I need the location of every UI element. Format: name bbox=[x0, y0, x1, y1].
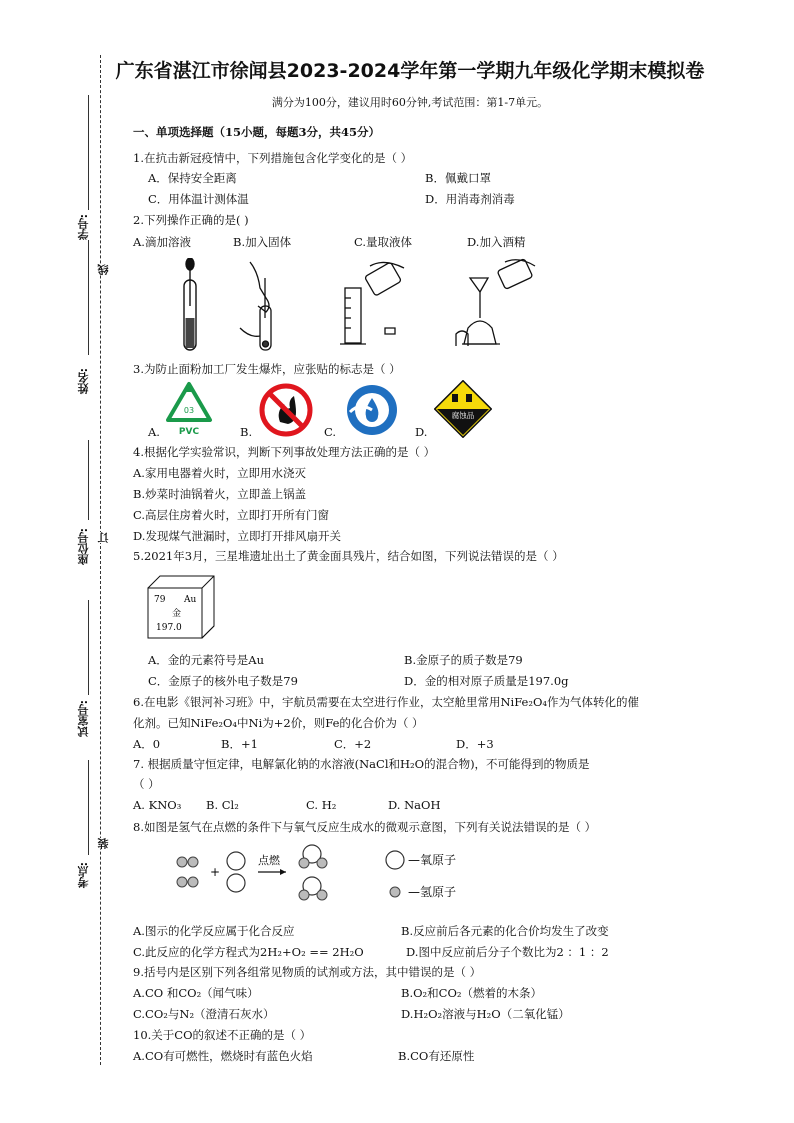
svg-text:—氢原子: —氢原子 bbox=[408, 885, 457, 899]
q7-option-c: C. H₂ bbox=[306, 798, 337, 812]
q5-option-a: A．金的元素符号是Au bbox=[148, 653, 265, 667]
seat-underline bbox=[88, 440, 89, 520]
room-label: 试室号: bbox=[77, 700, 90, 738]
svg-text:03: 03 bbox=[183, 406, 195, 415]
recycle-pvc-icon bbox=[164, 380, 214, 438]
q8-option-d: D.图中反应前后分子个数比为2 ：1 ：2 bbox=[406, 945, 609, 959]
q2-option-d: D.加入酒精 bbox=[467, 235, 526, 249]
q1-option-d: D．用消毒剂消毒 bbox=[425, 192, 515, 206]
q7-option-d: D. NaOH bbox=[388, 798, 441, 812]
q2-option-c: C.量取液体 bbox=[354, 235, 413, 249]
q4-option-c: C.高层住房着火时，立即打开所有门窗 bbox=[133, 508, 330, 522]
q6-option-a: A．0 bbox=[133, 737, 161, 751]
q4-option-b: B.炒菜时油锅着火，立即盖上锅盖 bbox=[133, 487, 307, 501]
binding-mark-ding: 订 bbox=[97, 532, 110, 543]
svg-text:—氧原子: —氧原子 bbox=[408, 853, 457, 867]
binding-mark-line: 线 bbox=[97, 264, 110, 275]
q4-option-a: A.家用电器着火时，立即用水浇灭 bbox=[133, 466, 306, 480]
exam-info: 满分为100分，建议用时60分钟,考试范围：第1-7单元。 bbox=[271, 96, 549, 109]
q3-stem: 3.为防止面粉加工厂发生爆炸，应张贴的标志是（ ） bbox=[133, 362, 401, 376]
q2-option-a: A.滴加溶液 bbox=[133, 235, 191, 249]
q1-stem: 1.在抗击新冠疫情中，下列措施包含化学变化的是（ ） bbox=[133, 151, 413, 165]
q6-option-c: C．+2 bbox=[334, 737, 372, 751]
q3-option-a: A. bbox=[148, 425, 160, 439]
hand-tube-solid-icon bbox=[240, 262, 271, 350]
q5-option-b: B.金原子的质子数是79 bbox=[404, 653, 523, 667]
water-saving-icon bbox=[344, 382, 400, 438]
svg-text:PVC: PVC bbox=[178, 427, 200, 437]
svg-text:金: 金 bbox=[172, 609, 182, 619]
seat-label: 座位号: bbox=[77, 528, 90, 566]
q8-option-b: B.反应前后各元素的化合价均发生了改变 bbox=[401, 924, 609, 938]
binding-dashed-line bbox=[100, 55, 101, 1065]
q1-option-a: A．保持安全距离 bbox=[148, 171, 237, 185]
q7-option-a: A. KNO₃ bbox=[133, 798, 182, 812]
q1-option-c: C．用体温计测体温 bbox=[148, 192, 249, 206]
svg-text:点燃: 点燃 bbox=[258, 854, 280, 867]
periodic-table-cell bbox=[146, 574, 216, 640]
q3-option-c: C. bbox=[324, 425, 337, 439]
q10-option-a: A.CO有可燃性，燃烧时有蓝色火焰 bbox=[133, 1049, 313, 1063]
corrosive-hazard-icon bbox=[434, 380, 492, 438]
q8-stem: 8.如图是氢气在点燃的条件下与氧气反应生成水的微观示意图，下列有关说法错误的是（ ） bbox=[133, 820, 597, 834]
room-underline bbox=[88, 600, 89, 695]
q8-option-c: C.此反应的化学方程式为2H₂+O₂ == 2H₂O bbox=[133, 945, 364, 959]
alcohol-lamp-funnel-icon bbox=[456, 259, 535, 346]
q2-option-b: B.加入固体 bbox=[233, 235, 292, 249]
q6-stem-line2: 化剂。已知NiFe₂O₄中Ni为+2价，则Fe的化合价为（ ） bbox=[133, 716, 424, 730]
dropper-test-tube-icon bbox=[184, 258, 196, 350]
q5-option-d: D．金的相对原子质量是197.0g bbox=[404, 674, 569, 688]
student-id-label: 学号: bbox=[77, 214, 90, 241]
q4-stem: 4.根据化学实验常识，判断下列事故处理方法正确的是（ ） bbox=[133, 445, 436, 459]
q7-option-b: B. Cl₂ bbox=[206, 798, 239, 812]
q6-stem-line1: 6.在电影《银河补习班》中，宇航员需要在太空进行作业，太空舱里常用NiFe₂O₄作为气体转化的催 bbox=[133, 695, 640, 709]
svg-text:197.0: 197.0 bbox=[156, 623, 182, 633]
student-id-underline bbox=[88, 95, 89, 210]
name-label: 姓名: bbox=[77, 368, 90, 395]
svg-text:+: + bbox=[210, 865, 221, 879]
exam-no-label: 考点: bbox=[77, 862, 90, 889]
svg-text:Au: Au bbox=[184, 595, 197, 605]
q10-option-b: B.CO有还原性 bbox=[398, 1049, 475, 1063]
svg-text:79: 79 bbox=[154, 595, 166, 605]
q9-option-a: A.CO 和CO₂（闻气味） bbox=[133, 986, 259, 1000]
svg-text:腐蚀品: 腐蚀品 bbox=[451, 411, 475, 420]
q5-stem: 5.2021年3月，三星堆遗址出土了黄金面具残片，结合如图，下列说法错误的是（ ） bbox=[133, 549, 564, 563]
section-heading: 一、单项选择题（15小题，每题3分，共45分） bbox=[133, 125, 381, 139]
exam-no-underline bbox=[88, 760, 89, 855]
page-title: 广东省湛江市徐闻县2023-2024学年第一学期九年级化学期末模拟卷 bbox=[115, 60, 705, 82]
q2-stem: 2.下列操作正确的是( ) bbox=[133, 213, 249, 227]
q5-option-c: C．金原子的核外电子数是79 bbox=[148, 674, 298, 688]
q7-stem-line2: （ ） bbox=[133, 777, 160, 791]
q3-option-d: D. bbox=[415, 425, 428, 439]
name-underline bbox=[88, 240, 89, 355]
q9-stem: 9.括号内是区别下列各组常见物质的试剂或方法，其中错误的是（ ） bbox=[133, 965, 482, 979]
q2-illustrations bbox=[170, 258, 560, 358]
q6-option-b: B．+1 bbox=[221, 737, 258, 751]
binding-mark-zhuang: 装 bbox=[97, 838, 110, 849]
graduated-cylinder-icon bbox=[340, 262, 404, 344]
q7-stem-line1: 7. 根据质量守恒定律，电解氯化钠的水溶液(NaCl和H₂O的混合物)，不可能得到的物质是 bbox=[133, 757, 590, 771]
q8-option-a: A.图示的化学反应属于化合反应 bbox=[133, 924, 295, 938]
q4-option-d: D.发现煤气泄漏时，立即打开排风扇开关 bbox=[133, 529, 341, 543]
q10-stem: 10.关于CO的叙述不正确的是（ ） bbox=[133, 1028, 312, 1042]
q3-option-b: B. bbox=[240, 425, 253, 439]
reaction-diagram bbox=[170, 842, 490, 912]
q9-option-c: C.CO₂与N₂（澄清石灰水） bbox=[133, 1007, 275, 1021]
q9-option-d: D.H₂O₂溶液与H₂O（二氧化锰） bbox=[401, 1007, 570, 1021]
q1-option-b: B．佩戴口罩 bbox=[425, 171, 491, 185]
no-fire-icon bbox=[258, 382, 314, 438]
q6-option-d: D．+3 bbox=[456, 737, 494, 751]
q9-option-b: B.O₂和CO₂（燃着的木条） bbox=[401, 986, 542, 1000]
